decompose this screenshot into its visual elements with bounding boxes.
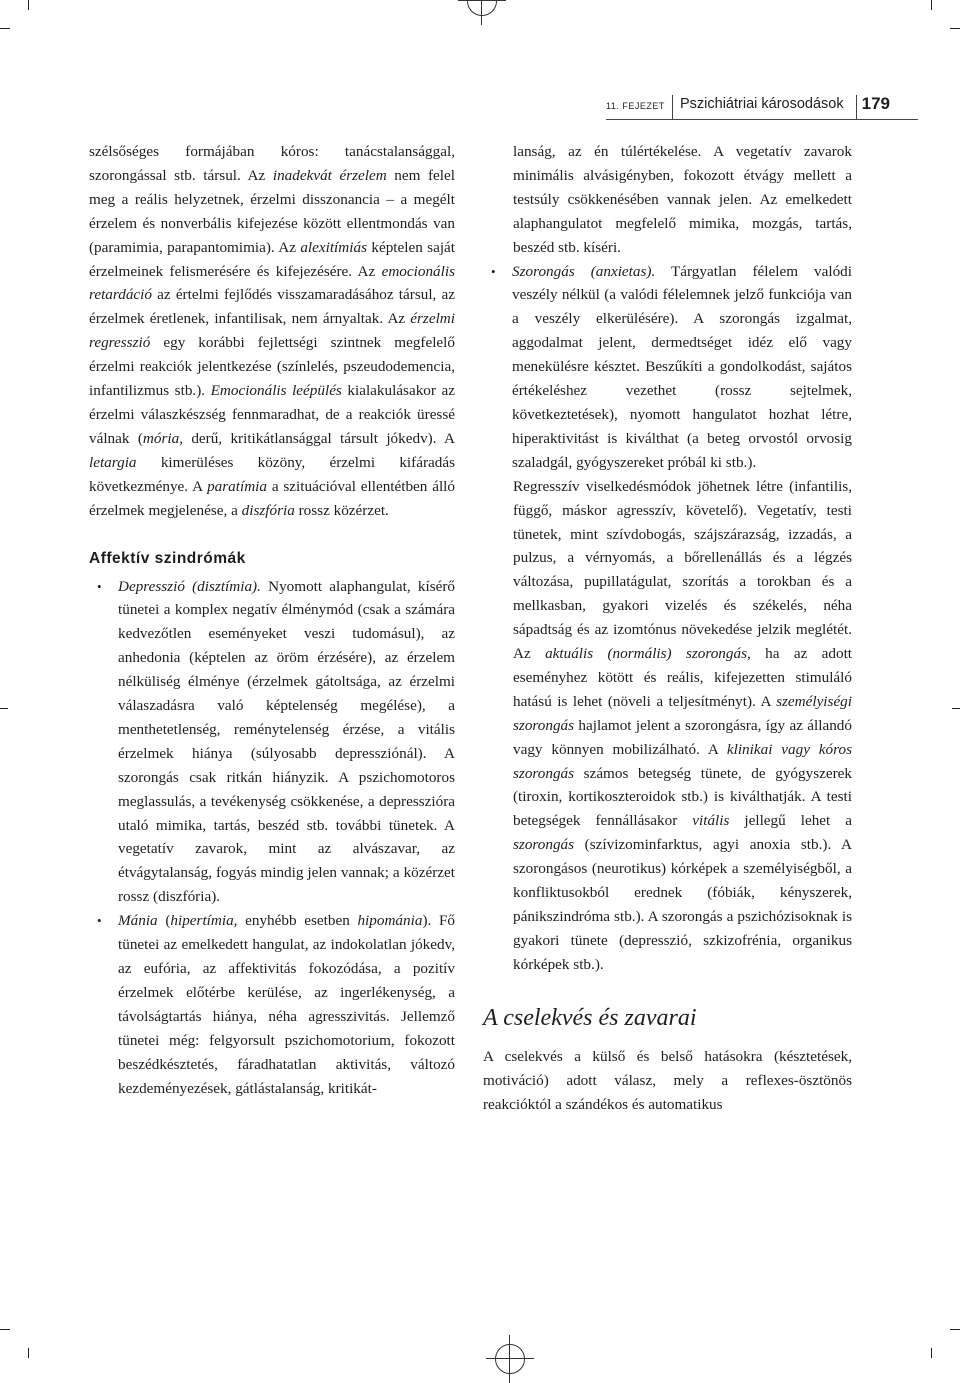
text-run: Regresszív viselkedésmódok jöhetnek létre (infantilis, függő, máskor agresszív, követelő). Vegetatív, testi tünetek, mint szívdobogás, szájszárazság, izzadás, a pulzus, a vérnyomás, a bőrellenállás és a légzés változása, pupillatágulat, szorítás a torokban és a mellkasban, gyakori vizelés és székelés, néha sápadtság és az izomtónus növekedése jelzik meglétét. Az <box>513 477 852 663</box>
header-rule <box>606 119 918 120</box>
text-run: rossz közérzet. <box>294 501 389 519</box>
text-run: jellegű lehet a <box>729 812 852 830</box>
crop-mark <box>950 28 960 29</box>
chapter-label: 11. FEJEZET <box>606 101 665 111</box>
italic-term: paratímia <box>207 477 267 495</box>
italic-term: alexitímiás <box>300 238 367 256</box>
text-run: ( <box>157 912 171 930</box>
text-run: az értelmi fejlődés visszamaradásához társul, az érzelmek éretlenek, infantilisak, nem árnyaltak. Az <box>89 286 455 328</box>
text-run: szélsőséges formájában kóros: tanácstalansággal, szorongással stb. társul. Az <box>89 143 455 184</box>
list-item-mania <box>89 909 455 1100</box>
italic-term: aktuális (normális) szorongás, <box>545 645 751 663</box>
text-run: hajlamot jelent a szorongásra, így az állandó vagy könnyen mobilizálható. A <box>513 716 852 758</box>
text-run: lanság, az én túlértékelése. A vegetatív zavarok minimális alvásigényben, fokozott étvágy mellett a testsúly csökkenésében vannak jelen. Az emelkedett alaphangulatot megfelelő mimika, mozgás, tartás, beszéd stb. kíséri. <box>513 143 852 256</box>
anxiety-continuation <box>483 475 852 977</box>
crop-mark <box>931 1348 932 1358</box>
syndrome-list-continued <box>483 260 852 475</box>
crop-mark <box>28 1348 29 1358</box>
italic-term: vitális <box>692 812 730 830</box>
crop-mark <box>931 0 932 10</box>
italic-term: személyiségi szorongás <box>513 692 852 734</box>
text-run: enyhébb esetben <box>237 912 358 930</box>
italic-term: letargia <box>89 453 137 471</box>
list-item-depression <box>89 575 455 910</box>
registration-mark-icon <box>467 0 497 16</box>
mania-continuation <box>483 140 852 260</box>
right-column <box>483 140 852 1116</box>
text-run: kimerüléses közöny, érzelmi kifáradás következménye. A <box>89 453 455 495</box>
italic-term: szorongás <box>513 836 575 854</box>
italic-term: hipertímia, <box>170 912 238 930</box>
text-run: , derű, kritikátlansággal társult jókedv). A <box>179 429 455 447</box>
text-run: ha az adott eseményhez kötött és reális, kifejezetten stimuláló hatású is lehet (növeli a teljesítményt). A <box>513 645 853 710</box>
crop-mark <box>952 708 960 709</box>
text-run: a szituációval ellentétben álló érzelmek megjelenése, a <box>89 477 455 519</box>
chapter-title: Pszichiátriai károsodások <box>680 96 844 112</box>
italic-term: Emocionális leépülés <box>210 382 342 400</box>
syndrome-list <box>89 575 455 1101</box>
italic-term: emocionális retardáció <box>89 262 455 304</box>
italic-term: Depresszió (disztímia). <box>118 577 261 595</box>
italic-term: Mánia <box>118 912 158 930</box>
header-divider <box>856 95 857 119</box>
crop-mark <box>0 1329 10 1330</box>
registration-mark-icon <box>495 1344 525 1374</box>
header-divider <box>672 95 673 119</box>
text-run: számos betegség tünete, de gyógyszerek (tiroxin, kortikoszteroidok stb.) is kiválthatják. A testi betegségek fennállásakor <box>513 764 852 830</box>
italic-term: mória <box>142 429 180 447</box>
running-header <box>606 95 918 119</box>
text-run: A cselekvés a külső és belső hatásokra (késztetések, motiváció) adott válasz, mely a reflexes-ösztönös reakcióktól a szándékos és automatikus <box>483 1047 852 1113</box>
crop-mark <box>0 708 8 709</box>
italic-term: inadekvát érzelem <box>272 166 387 184</box>
text-run: (szívizominfarktus, agyi anoxia stb.). A szorongásos (neurotikus) kórképek a személyiségből, a konfliktusokból erednek (fóbiák, kényszerek, pánikszindróma stb.). A szorongás a pszichózisoknak is gyakori tünete (depresszió, szkizofrénia, organikus kórképek stb.). <box>513 836 852 973</box>
text-run: ). Fő tünetei az emelkedett hangulat, az indokolatlan jókedv, az eufória, az affektivitás fokozódása, a pozitív érzelmek előtérbe kerülése, az ingerlékenység, a távolságtartás hiánya, néha agresszivitás. Jellemző tünetei még: felgyorsult pszichomotorium, fokozott beszédkésztetés, fáradhatatlan aktivitás, változó kezdeményezések, gátlástalanság, kritikát- <box>118 912 455 1097</box>
crop-mark <box>950 1329 960 1330</box>
page-number: 179 <box>861 94 890 113</box>
intro-paragraph <box>89 140 455 523</box>
italic-term: hipománia <box>357 912 423 930</box>
list-item-anxiety <box>483 260 852 475</box>
text-run: nem felel meg a reális helyzetnek, érzelmi disszonancia – a megélt érzelem és nonverbális kifejezése között ellentmondás van (paramimia, parapantomimia). Az <box>89 166 455 256</box>
action-paragraph <box>483 1045 852 1117</box>
text-run: képtelen saját érzelmeinek felismerésére és kifejezésére. Az <box>89 238 456 280</box>
text-run: Tárgyatlan félelem valódi veszély nélkül (a valódi félelemnek jelző funkciója van a veszély elkerülésére). A szorongás izgalmat, aggodalmat jelent, dermedtséget idéz elő vagy menekülésre késztet. Beszűkíti a gondolkodást, sajátos értékeléshez vezethet (rossz sejtelmek, következtetések), nyomott hangulatot hozhat létre, hiperaktivitást is kiválthat (a beteg orvostól orvosig szaladgál, gyógyszereket próbál ki stb.). <box>512 262 852 471</box>
crop-mark <box>0 28 10 29</box>
text-run: egy korábbi fejlettségi szintnek megfelelő érzelmi reakciók jelentkezése (színlelés, pszeudodemencia, infantilizmus stb.). <box>89 334 455 400</box>
italic-term: diszfória <box>241 501 295 519</box>
crop-mark <box>28 0 29 10</box>
italic-term: Szorongás (anxietas). <box>512 262 656 280</box>
text-run: Nyomott alaphangulat, kísérő tünetei a komplex negatív élménymód (csak a számára kedvezőtlen eseményeket veszi tudomásul), az anhedonia (képtelen az öröm érzésére), az érzelem nélküliség élménye (érzelmek gátoltsága, az érzelmi válaszadásra való képtelenség megélése), a menthetetlenség, reménytelenség érzése, a vitális érzelmek hiánya (súlyosabb depressziónál). A szorongás csak ritkán hiányzik. A pszichomotoros meglassulás, a tevékenység csökkenése, a depresszióra utaló mimika, tartás, beszéd stb. további tünetek. A vegetatív zavarok, mint az alvászavar, az étvágytalanság, fogyás mindig jelen vannak; a közérzet rossz (diszfória). <box>118 577 455 906</box>
italic-term: klinikai vagy kóros szorongás <box>513 740 852 782</box>
section-heading: Affektív szindrómák <box>89 549 246 567</box>
italic-term: érzelmi regresszió <box>89 310 455 352</box>
text-run: kialakulásakor az érzelmi válaszkészség fennmaradhat, de a reakciók üressé válnak ( <box>89 382 455 447</box>
chapter-heading: A cselekvés és zavarai <box>483 1004 697 1031</box>
left-column <box>89 140 455 1100</box>
